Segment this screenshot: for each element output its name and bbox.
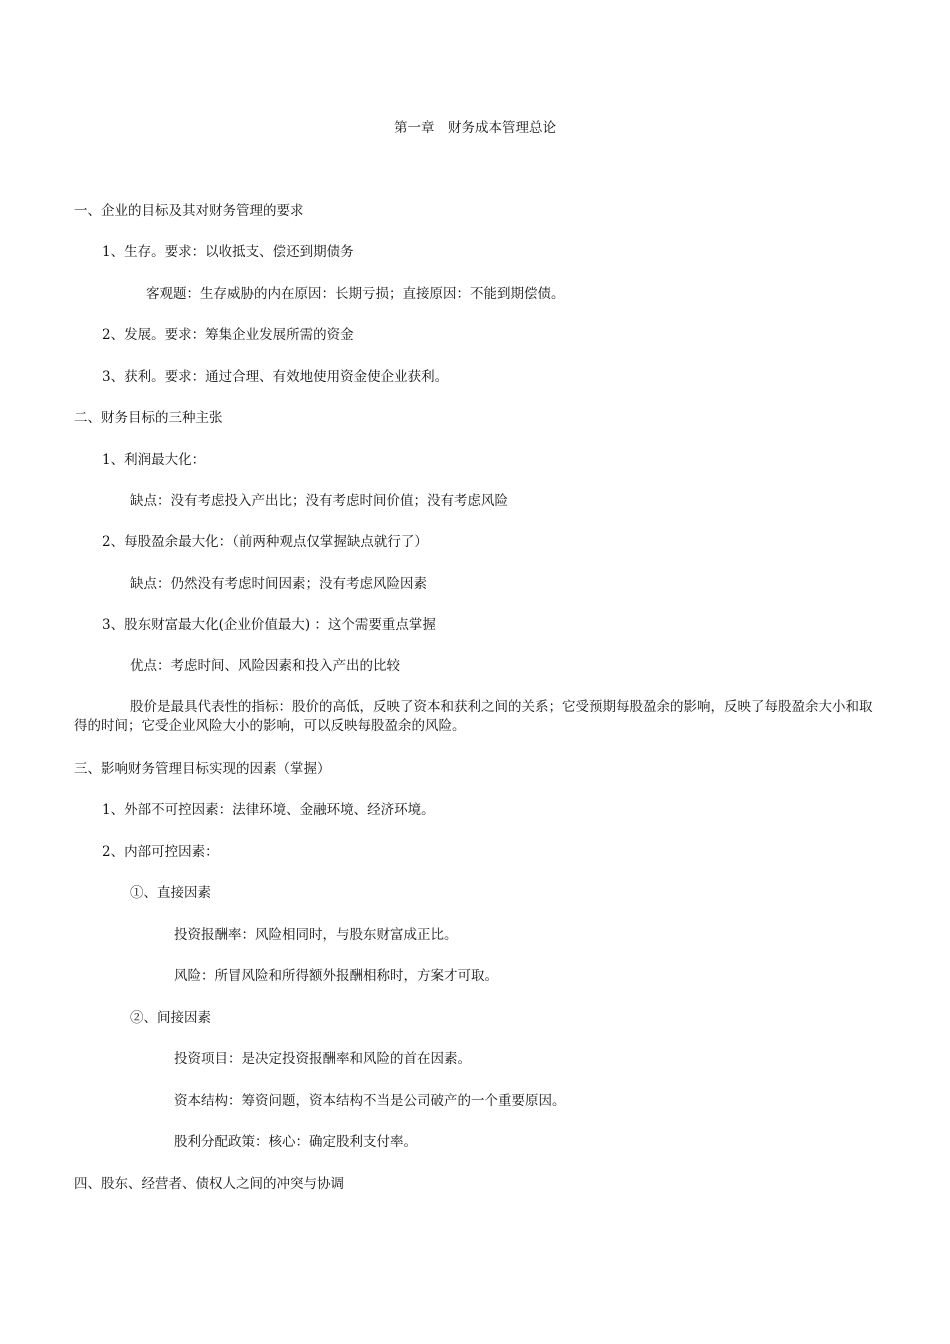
note-eps-max: 缺点：仍然没有考虑时间因素；没有考虑风险因素 <box>130 576 427 592</box>
subheading-direct-factors: ①、直接因素 <box>130 885 211 901</box>
note-investment-project: 投资项目：是决定投资报酬率和风险的首在因素。 <box>174 1051 471 1067</box>
page-title: 第一章 财务成本管理总论 <box>394 120 556 136</box>
list-item-survival: 1、生存。要求：以收抵支、偿还到期债务 <box>102 244 354 260</box>
list-item-external-factors: 1、外部不可控因素：法律环境、金融环境、经济环境。 <box>102 802 435 818</box>
section-heading-4: 四、股东、经营者、债权人之间的冲突与协调 <box>74 1176 344 1192</box>
list-item-eps-max: 2、每股盈余最大化：（前两种观点仅掌握缺点就行了） <box>102 534 428 550</box>
section-heading-2: 二、财务目标的三种主张 <box>74 410 223 426</box>
section-heading-1: 一、企业的目标及其对财务管理的要求 <box>74 203 304 219</box>
subheading-indirect-factors: ②、间接因素 <box>130 1010 211 1026</box>
list-item-profit-max: 1、利润最大化： <box>102 452 206 468</box>
list-item-wealth-max: 3、股东财富最大化(企业价值最大) ：这个需要重点掌握 <box>102 617 436 633</box>
list-item-development: 2、发展。要求：筹集企业发展所需的资金 <box>102 327 354 343</box>
note-survival: 客观题：生存威胁的内在原因：长期亏损；直接原因：不能到期偿债。 <box>146 286 565 302</box>
note-dividend-policy: 股利分配政策：核心：确定股利支付率。 <box>174 1134 417 1150</box>
list-item-profit: 3、获利。要求：通过合理、有效地使用资金使企业获利。 <box>102 369 449 385</box>
note-profit-max: 缺点：没有考虑投入产出比；没有考虑时间价值；没有考虑风险 <box>130 493 508 509</box>
note-return-rate: 投资报酬率：风险相同时，与股东财富成正比。 <box>174 927 458 943</box>
section-heading-3: 三、影响财务管理目标实现的因素（掌握） <box>74 761 331 777</box>
list-item-internal-factors: 2、内部可控因素： <box>102 844 219 860</box>
note-wealth-max: 优点：考虑时间、风险因素和投入产出的比较 <box>130 658 400 674</box>
paragraph-stock-price: 股价是最具代表性的指标：股价的高低，反映了资本和获利之间的关系；它受预期每股盈余的影响，反映了每股盈余大小和取得的时间；它受企业风险大小的影响，可以反映每股盈余的风险。 <box>74 699 873 734</box>
note-risk: 风险：所冒风险和所得额外报酬相称时，方案才可取。 <box>174 968 498 984</box>
note-capital-structure: 资本结构：筹资问题，资本结构不当是公司破产的一个重要原因。 <box>174 1093 566 1109</box>
